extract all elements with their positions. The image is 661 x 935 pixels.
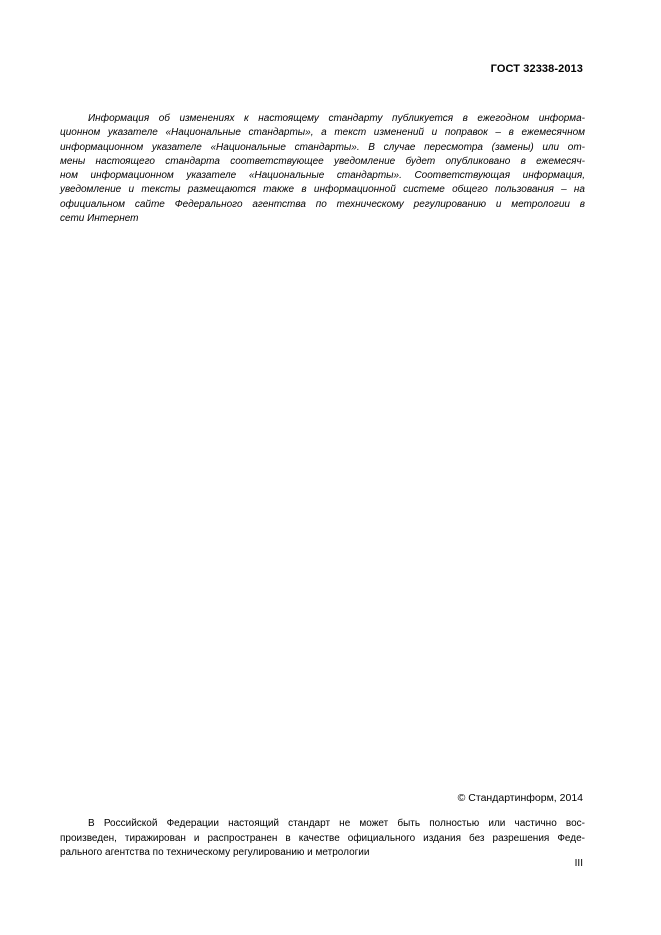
page-number: III: [574, 858, 583, 869]
copyright-notice: © Стандартинформ, 2014: [457, 792, 583, 804]
notice-line: ционном указателе «Национальные стандарты», а текст изменений и поправок – в ежемесячном: [60, 127, 585, 139]
notice-line: ном информационном указателе «Национальные стандарты». Соответствующая информация,: [60, 170, 585, 182]
document-code: ГОСТ 32338-2013: [490, 63, 583, 75]
notice-line: официальном сайте Федерального агентства по техническому регулированию и метрологии в: [60, 198, 585, 210]
legal-line: произведен, тиражирован и распространен в качестве официального издания без разрешения Феде-: [60, 832, 585, 844]
notice-line: Информация об изменениях к настоящему стандарту публикуется в ежегодном информа-: [88, 113, 585, 124]
reproduction-restriction: [60, 817, 585, 861]
legal-line: В Российской Федерации настоящий стандарт не может быть полностью или частично вос-: [88, 818, 585, 829]
notice-line: сети Интернет: [60, 213, 139, 225]
notice-line: уведомление и тексты размещаются также в информационной системе общего пользования – на: [60, 184, 585, 196]
legal-line: рального агентства по техническому регулированию и метрологии: [60, 847, 370, 858]
notice-line: мены настоящего стандарта соответствующее уведомление будет опубликовано в ежемесяч-: [60, 155, 585, 167]
amendment-notice: [60, 112, 585, 226]
notice-line: информационном указателе «Национальные стандарты». В случае пересмотра (замены) или от-: [60, 141, 585, 153]
